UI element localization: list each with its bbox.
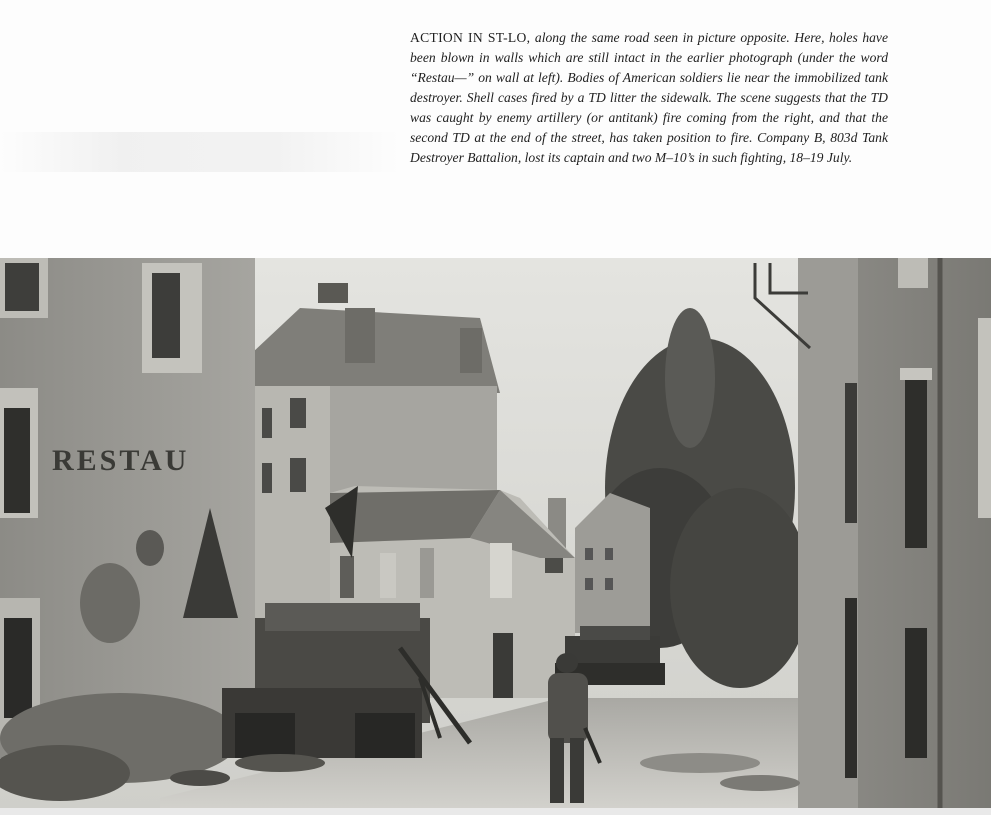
page-bottom-strip <box>0 808 991 815</box>
wall-sign: RESTAU <box>52 444 190 477</box>
caption-lead: ACTION IN ST-LO, <box>410 29 531 45</box>
caption-body: along the same road seen in picture opposite. Here, holes have been blown in walls which are still intact in the earlier photograph (under the word “Restau—” on wall at left). Bodies of American soldiers lie near the immobilized tank destroyer. Shell cases fired by a TD litter the sidewalk. The scene suggests that the TD was caught by enemy artillery (or antitank) fire coming from the right, and that the second TD at the end of the street, has taken position to fire. Company B, 803d Tank Destroyer Battalion, lost its captain and two M–10’s in such fighting, 18–19 July. <box>410 29 888 166</box>
photo-caption <box>410 28 888 169</box>
bleed-through-band <box>0 132 400 172</box>
photograph-svg <box>0 258 991 808</box>
left-building <box>0 258 255 801</box>
war-photograph <box>0 258 991 808</box>
right-building <box>798 258 991 808</box>
